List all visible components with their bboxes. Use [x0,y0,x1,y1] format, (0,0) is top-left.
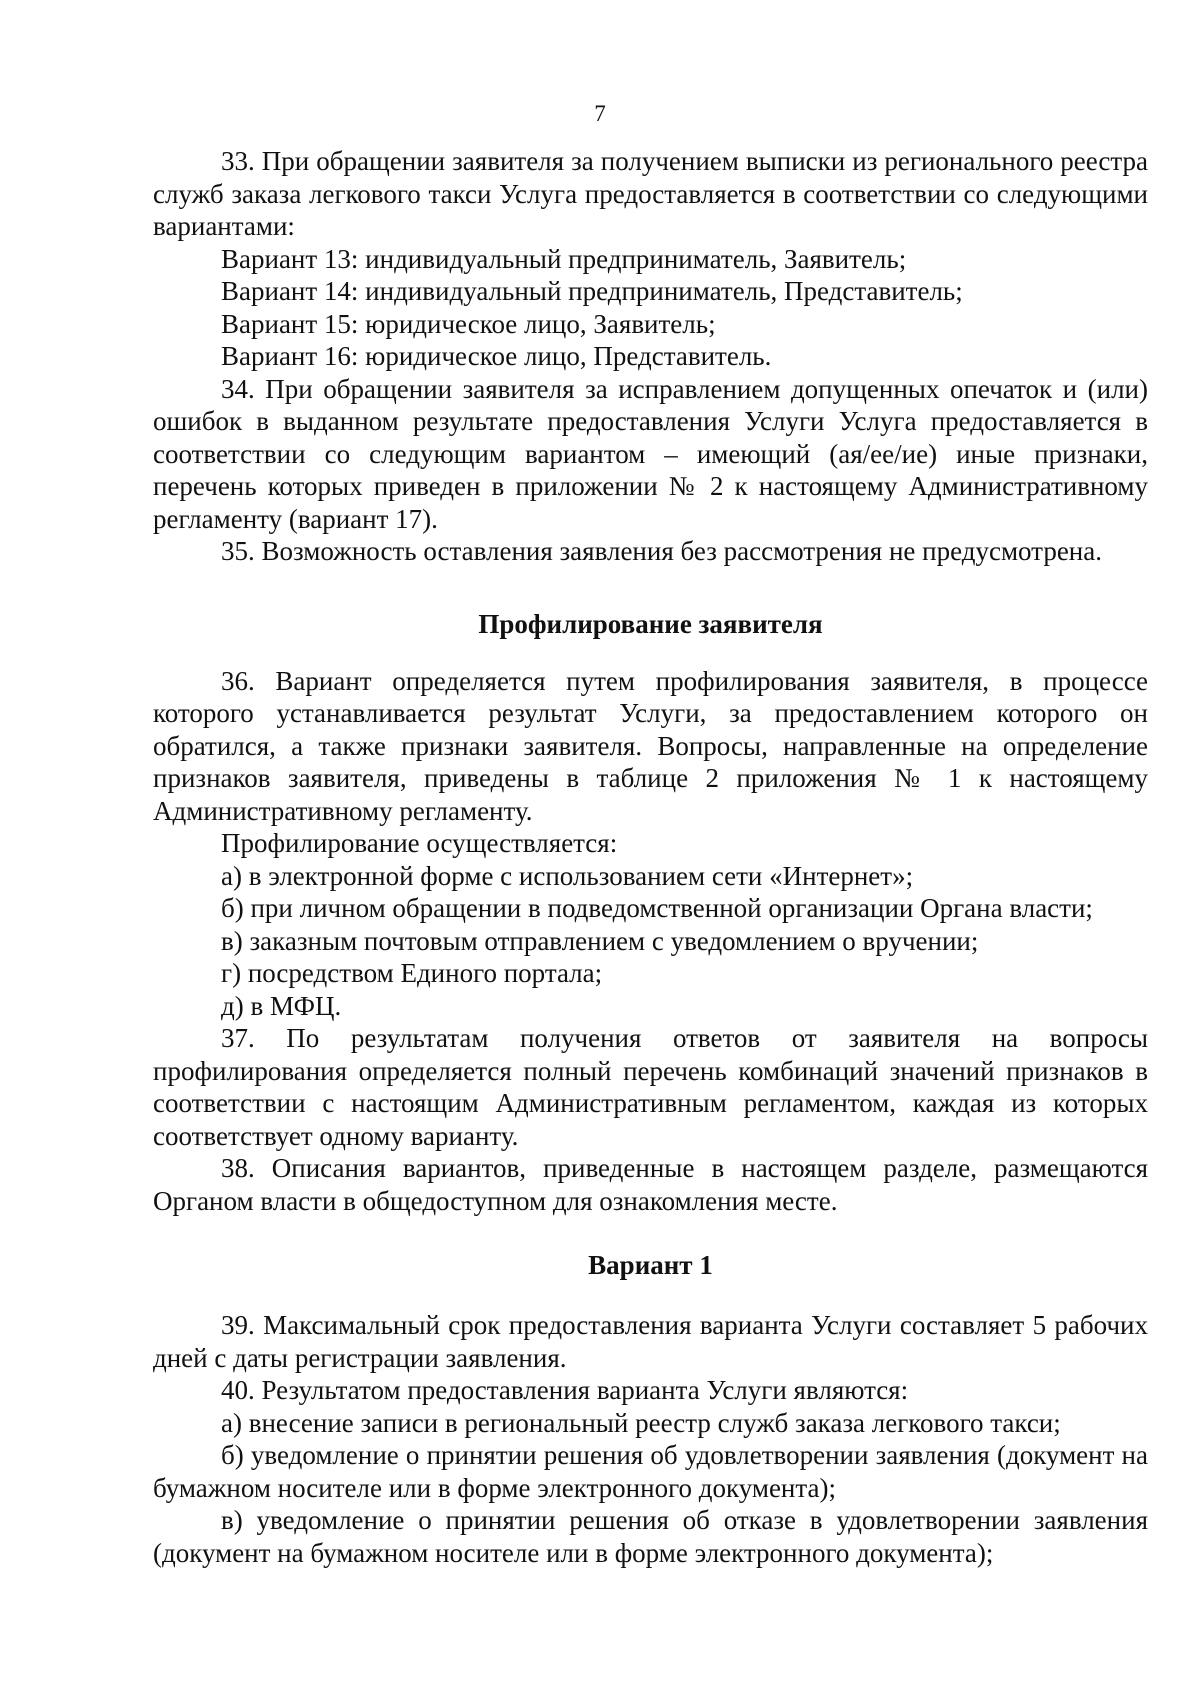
paragraph: г) посредством Единого портала; [221,958,603,988]
page-number: 7 [594,101,606,126]
paragraph: 38. Описания вариантов, приведенные в настоящем разделе, размещаются Органом власти в общедоступном для ознакомления месте. [153,1153,1148,1216]
paragraph: в) уведомление о принятии решения об отказе в удовлетворении заявления (документ на бумажном носителе или в форме электронного документа); [153,1505,1148,1568]
paragraph: 40. Результатом предоставления варианта Услуги являются: [221,1375,909,1405]
list-item: Вариант 15: юридическое лицо, Заявитель; [221,308,716,339]
paragraph: 39. Максимальный срок предоставления варианта Услуги составляет 5 рабочих дней с даты регистрации заявления. [153,1310,1148,1373]
paragraph: 37. По результатам получения ответов от заявителя на вопросы профилирования определяется полный перечень комбинаций значений признаков в соответствии с настоящим Административным регламентом, каждая из которых соответствует одному варианту. [153,1023,1148,1151]
paragraph: д) в МФЦ. [221,990,342,1021]
paragraph: 35. Возможность оставления заявления без рассмотрения не предусмотрена. [221,536,1102,566]
paragraph: 34. При обращении заявителя за исправлением допущенных опечаток и (или) ошибок в выданном результате предоставления Услуги Услуга предоставляется в соответствии со следующим вариантом – имеющий (ая/ее/ие) иные признаки, перечень которых приведен в приложении № 2 к настоящему Административному регламенту (вариант 17). [153,373,1148,534]
section-heading: Вариант 1 [588,1250,713,1280]
paragraph: б) уведомление о принятии решения об удовлетворении заявления (документ на бумажном носителе или в форме электронного документа); [153,1440,1148,1503]
paragraph: в) заказным почтовым отправлением с уведомлением о вручении; [221,925,979,956]
paragraph: а) внесение записи в региональный реестр служб заказа легкового такси; [221,1407,1061,1438]
list-item: Вариант 13: индивидуальный предприниматель, Заявитель; [221,243,907,274]
paragraph: 33. При обращении заявителя за получением выписки из регионального реестра служб заказа легкового такси Услуга предоставляется в соответствии со следующими вариантами: [153,146,1148,241]
document-body [153,145,1148,1569]
paragraph: а) в электронной форме с использованием сети «Интернет»; [221,860,914,891]
section-heading: Профилирование заявителя [478,608,823,639]
list-item: Вариант 16: юридическое лицо, Представитель. [221,341,772,371]
paragraph: б) при личном обращении в подведомственной организации Органа власти; [221,893,1093,923]
list-item: Вариант 14: индивидуальный предприниматель, Представитель; [221,276,963,306]
paragraph: 36. Вариант определяется путем профилирования заявителя, в процессе которого устанавливается результат Услуги, за предоставлением которого он обратился, а также признаки заявителя. Вопросы, направленные на определение признаков заявителя, приведены в таблице 2 приложения № 1 к настоящему Административному регламенту. [153,665,1148,826]
paragraph: Профилирование осуществляется: [221,828,618,858]
